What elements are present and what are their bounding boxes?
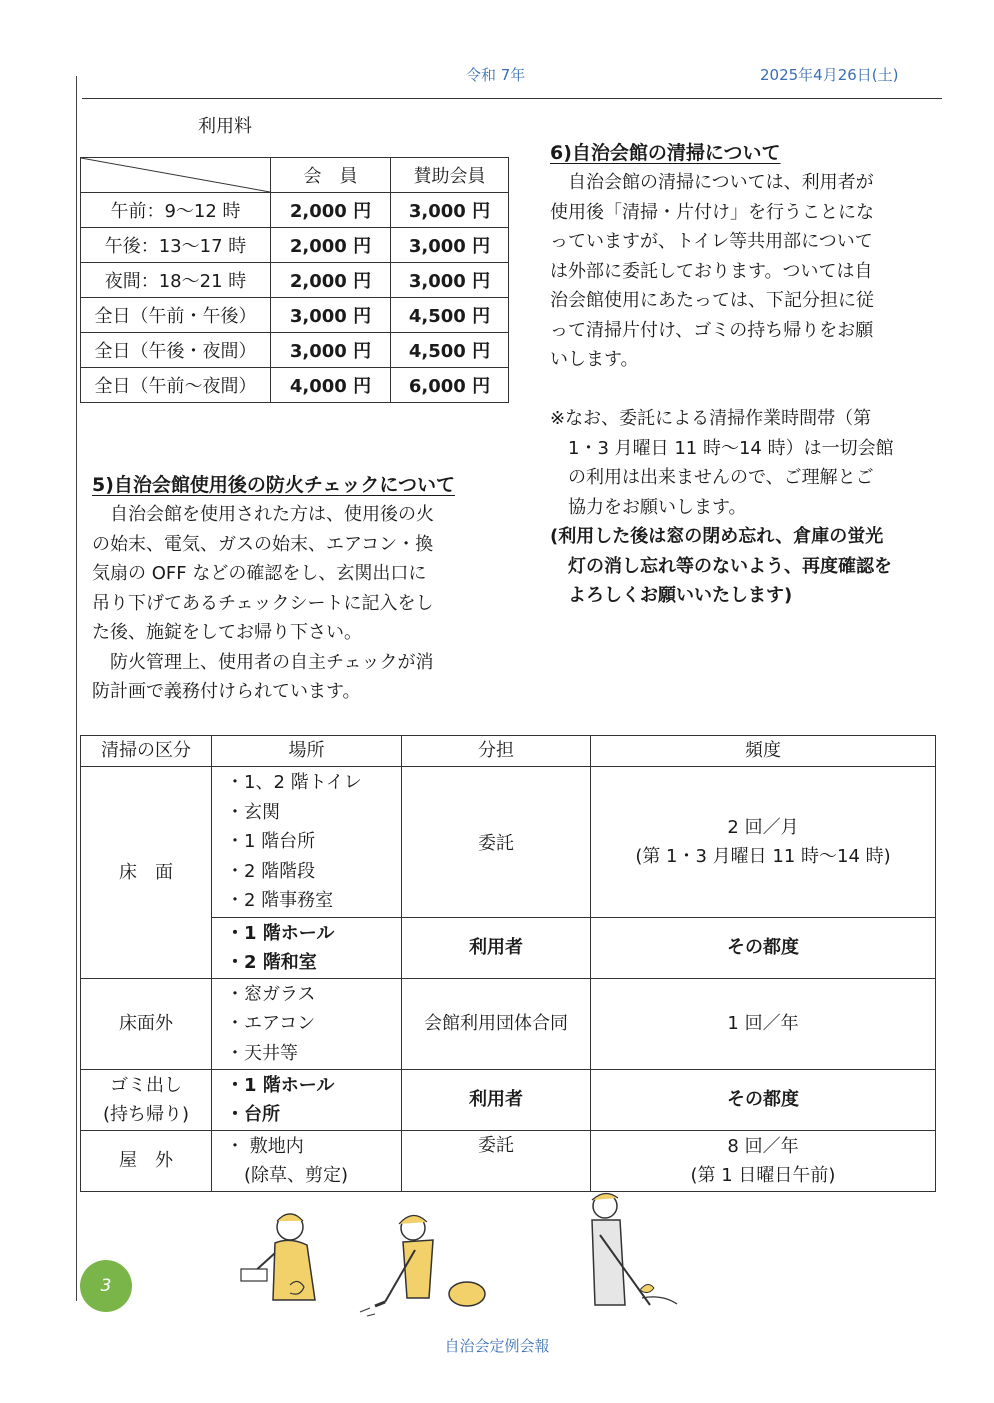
section5-body bbox=[92, 500, 502, 707]
header-date: 2025年4月26日(土) bbox=[760, 66, 899, 84]
fee-member: 2,000 円 bbox=[271, 263, 391, 298]
fee-row bbox=[81, 333, 509, 368]
fee-support: 4,500 円 bbox=[391, 333, 509, 368]
fee-member: 2,000 円 bbox=[271, 193, 391, 228]
note-line: 協力をお願いします。 bbox=[550, 496, 747, 518]
place-item: ・ 敷地内 bbox=[226, 1135, 304, 1157]
page-number-badge: 3 bbox=[80, 1260, 132, 1312]
note-line: 1・3 月曜日 11 時〜14 時）は一切会館 bbox=[550, 437, 894, 459]
note-line: の利用は出来ませんので、ご理解とご bbox=[550, 467, 874, 488]
cleaning-row bbox=[81, 767, 936, 918]
header-era: 令和 7年 bbox=[466, 66, 526, 84]
cleaning-row bbox=[81, 1131, 936, 1192]
section5-line: 自治会館を使用された方は、使用後の火 bbox=[92, 504, 434, 525]
fee-member: 4,000 円 bbox=[271, 368, 391, 403]
frequency-cell: 1 回／年 bbox=[591, 979, 936, 1070]
section5-line: の始末、電気、ガスの始末、エアコン・換 bbox=[92, 533, 434, 555]
fee-row bbox=[81, 298, 509, 333]
fee-support: 3,000 円 bbox=[391, 193, 509, 228]
section5-line: 防火管理上、使用者の自主チェックが消 bbox=[92, 651, 434, 673]
header-category: 清掃の区分 bbox=[81, 736, 212, 767]
share-cell: 利用者 bbox=[402, 918, 591, 979]
header-share: 分担 bbox=[402, 736, 591, 767]
fee-label: 夜間：18〜21 時 bbox=[81, 263, 271, 298]
section5-title: 5)自治会館使用後の防火チェックについて bbox=[92, 474, 455, 496]
place-item: ・1 階ホール bbox=[226, 1074, 335, 1096]
fee-support: 3,000 円 bbox=[391, 263, 509, 298]
place-item: ・天井等 bbox=[226, 1042, 298, 1064]
section5-line: 防計画で義務付けられています。 bbox=[92, 681, 361, 702]
share-cell: 委託 bbox=[402, 767, 591, 918]
header-place: 場所 bbox=[212, 736, 402, 767]
fee-row bbox=[81, 228, 509, 263]
header-rule bbox=[82, 98, 942, 99]
place-item: (除草、剪定) bbox=[226, 1165, 349, 1186]
place-item: ・窓ガラス bbox=[226, 983, 316, 1005]
section6-line: って清掃片付け、ゴミの持ち帰りをお願 bbox=[550, 319, 874, 341]
frequency-line: 8 回／年 bbox=[727, 1135, 799, 1157]
fee-header-diagonal-cell bbox=[81, 158, 271, 193]
fee-support: 3,000 円 bbox=[391, 228, 509, 263]
place-item: ・2 階事務室 bbox=[226, 890, 334, 912]
place-cell bbox=[212, 767, 402, 918]
cleaning-header-row bbox=[81, 736, 936, 767]
fee-support: 6,000 円 bbox=[391, 368, 509, 403]
section6-line: 自治会館の清掃については、利用者が bbox=[550, 172, 874, 193]
fee-label: 全日（午後・夜間） bbox=[81, 333, 271, 368]
place-item: ・2 階和室 bbox=[226, 952, 317, 973]
place-item: ・1 階ホール bbox=[226, 922, 335, 944]
cleaner-dusting-illustration bbox=[235, 1205, 335, 1310]
reminder-line: 灯の消し忘れ等のないよう、再度確認を bbox=[550, 555, 892, 577]
place-item: ・1、2 階トイレ bbox=[226, 772, 362, 794]
category-outdoor: 屋 外 bbox=[81, 1131, 212, 1192]
fee-col-support: 賛助会員 bbox=[391, 158, 509, 193]
footer-title: 自治会定例会報 bbox=[444, 1337, 550, 1355]
place-cell bbox=[212, 918, 402, 979]
section6-line: 使用後「清掃・片付け」を行うことにな bbox=[550, 201, 874, 223]
fee-member: 2,000 円 bbox=[271, 228, 391, 263]
frequency-cell: その都度 bbox=[591, 918, 936, 979]
category-line: (持ち帰り) bbox=[102, 1104, 190, 1125]
section6-line: 治会館使用にあたっては、下記分担に従 bbox=[550, 290, 874, 311]
place-item: ・エアコン bbox=[226, 1013, 316, 1035]
note-line: ※なお、委託による清掃作業時間帯（第 bbox=[550, 408, 872, 429]
reminder-line: (利用した後は窓の閉め忘れ、倉庫の蛍光 bbox=[550, 526, 884, 547]
cleaning-row bbox=[81, 979, 936, 1070]
header-frequency: 頻度 bbox=[591, 736, 936, 767]
reminder-line: よろしくお願いいたします) bbox=[550, 585, 793, 606]
section6-title: 6)自治会館の清掃について bbox=[550, 142, 781, 164]
frequency-cell bbox=[591, 767, 936, 918]
section6-body bbox=[550, 168, 940, 375]
fee-header-row bbox=[81, 158, 509, 193]
place-item: ・2 階階段 bbox=[226, 860, 316, 882]
frequency-line: (第 1 日曜日午前) bbox=[690, 1165, 836, 1186]
place-item: ・1 階台所 bbox=[226, 831, 316, 853]
cleaner-sweeping-illustration bbox=[570, 1190, 690, 1320]
place-item: ・台所 bbox=[226, 1104, 280, 1125]
place-cell bbox=[212, 1131, 402, 1192]
place-item: ・玄関 bbox=[226, 801, 280, 823]
section5-line: 吊り下げてあるチェックシートに記入をし bbox=[92, 592, 434, 614]
section6-line: っていますが、トイレ等共用部について bbox=[550, 231, 873, 252]
frequency-line: 2 回／月 bbox=[727, 816, 799, 838]
fee-label: 午後：13〜17 時 bbox=[81, 228, 271, 263]
left-rule bbox=[76, 76, 77, 1301]
share-cell: 委託 bbox=[402, 1131, 591, 1192]
diagonal-line bbox=[81, 158, 270, 192]
category-line: ゴミ出し bbox=[110, 1074, 182, 1096]
category-other: 床面外 bbox=[81, 979, 212, 1070]
fee-title: 利用料 bbox=[198, 116, 252, 137]
section5-line: た後、施錠をしてお帰り下さい。 bbox=[92, 622, 362, 643]
place-cell bbox=[212, 1070, 402, 1131]
cleaner-vacuum-illustration bbox=[355, 1210, 495, 1320]
fee-row bbox=[81, 263, 509, 298]
frequency-cell: その都度 bbox=[591, 1070, 936, 1131]
frequency-cell bbox=[591, 1131, 936, 1192]
fee-label: 全日（午前・午後） bbox=[81, 298, 271, 333]
cleaning-row bbox=[81, 1070, 936, 1131]
category-garbage bbox=[81, 1070, 212, 1131]
fee-row bbox=[81, 193, 509, 228]
fee-label: 全日（午前〜夜間） bbox=[81, 368, 271, 403]
section6-reminder bbox=[550, 522, 940, 611]
section6-line: は外部に委託しております。ついては自 bbox=[550, 260, 873, 282]
category-floor: 床 面 bbox=[81, 767, 212, 979]
section6-line: いします。 bbox=[550, 349, 639, 370]
fee-col-member: 会 員 bbox=[271, 158, 391, 193]
fee-row bbox=[81, 368, 509, 403]
share-cell: 会館利用団体合同 bbox=[402, 979, 591, 1070]
fee-label: 午前：9〜12 時 bbox=[81, 193, 271, 228]
section5-line: 気扇の OFF などの確認をし、玄関出口に bbox=[92, 563, 427, 584]
fee-member: 3,000 円 bbox=[271, 298, 391, 333]
fee-support: 4,500 円 bbox=[391, 298, 509, 333]
place-cell bbox=[212, 979, 402, 1070]
fee-member: 3,000 円 bbox=[271, 333, 391, 368]
section6-note bbox=[550, 404, 940, 522]
frequency-line: (第 1・3 月曜日 11 時〜14 時) bbox=[635, 846, 891, 867]
share-cell: 利用者 bbox=[402, 1070, 591, 1131]
fee-table bbox=[80, 157, 509, 403]
cleaning-table bbox=[80, 735, 936, 1192]
